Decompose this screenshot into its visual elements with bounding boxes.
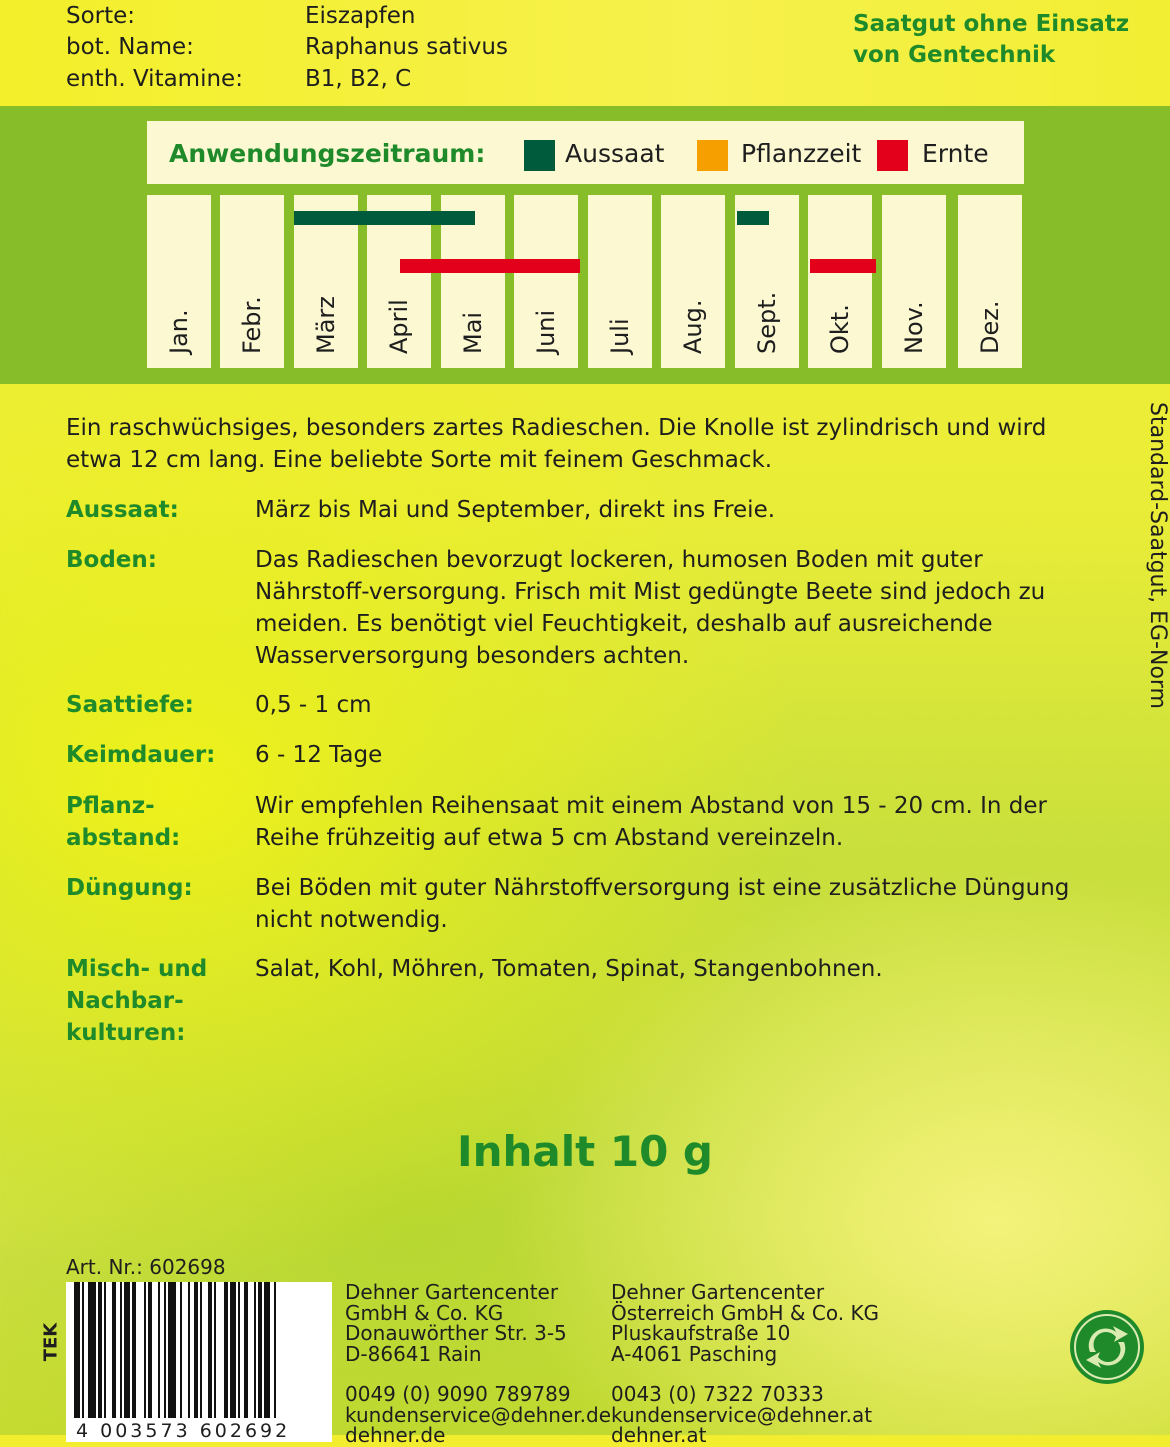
field-label-aussaat: Aussaat: bbox=[66, 497, 179, 523]
address-germany bbox=[345, 1282, 611, 1446]
tek-logo bbox=[36, 1282, 66, 1402]
email-link[interactable]: kundenservice@dehner.de bbox=[345, 1402, 612, 1427]
barcode bbox=[66, 1282, 332, 1442]
barcode-bar bbox=[112, 1282, 116, 1418]
net-content: Inhalt 10 g bbox=[457, 1127, 713, 1176]
month-label: Aug. bbox=[679, 299, 707, 354]
barcode-bar bbox=[180, 1282, 182, 1418]
calendar-legend bbox=[147, 121, 1024, 184]
gmo-free-line2: von Gentechnik bbox=[853, 42, 1056, 68]
harvest-bar-october bbox=[810, 259, 876, 273]
field-value-pflanzabstand: Wir empfehlen Reihensaat mit einem Abstand von 15 - 20 cm. In der Reihe frühzeitig auf etwa 5 cm Abstand vereinzeln. bbox=[255, 793, 1048, 851]
barcode-bar bbox=[164, 1282, 166, 1418]
barcode-bar bbox=[144, 1282, 146, 1418]
harvest-bar-spring bbox=[400, 259, 580, 273]
barcode-bars bbox=[66, 1282, 332, 1442]
field-value-keimdauer: 6 - 12 Tage bbox=[255, 742, 383, 768]
article-number: Art. Nr.: 602698 bbox=[66, 1255, 226, 1279]
address-line: GmbH & Co. KG bbox=[345, 1300, 504, 1325]
barcode-bar bbox=[98, 1282, 102, 1418]
sowing-swatch bbox=[524, 140, 555, 171]
month-label: Juni bbox=[532, 309, 560, 354]
month-column-feb bbox=[220, 195, 284, 368]
email-link[interactable]: kundenservice@dehner.at bbox=[611, 1402, 873, 1427]
barcode-bar bbox=[254, 1282, 256, 1418]
barcode-bar bbox=[82, 1282, 84, 1418]
info-value: Raphanus sativus bbox=[305, 34, 508, 60]
sowing-bar-september bbox=[737, 211, 769, 225]
month-column-jun bbox=[514, 195, 578, 368]
barcode-bar bbox=[208, 1282, 212, 1418]
legend-sowing: Aussaat bbox=[565, 139, 665, 168]
barcode-bar bbox=[120, 1282, 122, 1418]
barcode-bar bbox=[200, 1282, 202, 1418]
month-column-aug bbox=[661, 195, 725, 368]
planting-swatch bbox=[697, 140, 728, 171]
legend-harvest: Ernte bbox=[922, 139, 989, 168]
info-value: B1, B2, C bbox=[305, 66, 412, 92]
field-label-duengung: Düngung: bbox=[66, 875, 193, 901]
address-line: A-4061 Pasching bbox=[611, 1341, 778, 1366]
info-value: Eiszapfen bbox=[305, 3, 416, 29]
calendar-title: Anwendungszeitraum: bbox=[169, 139, 486, 168]
tek-logo-text: TEK bbox=[40, 1322, 62, 1362]
barcode-bar bbox=[194, 1282, 198, 1418]
address-line: D-86641 Rain bbox=[345, 1341, 482, 1366]
barcode-bar bbox=[238, 1282, 240, 1418]
month-label: Jan. bbox=[165, 309, 193, 354]
barcode-bar bbox=[274, 1282, 276, 1418]
info-label: bot. Name: bbox=[66, 34, 194, 60]
sowing-bar-spring bbox=[294, 211, 475, 225]
field-value-saattiefe: 0,5 - 1 cm bbox=[255, 692, 372, 718]
info-label: enth. Vitamine: bbox=[66, 66, 243, 92]
month-label: Febr. bbox=[238, 296, 266, 354]
phone-number: 0049 (0) 9090 789789 bbox=[345, 1382, 571, 1406]
field-value-duengung: Bei Böden mit guter Nährstoffversorgung ist eine zusätzliche Düngung nicht notwendig. bbox=[255, 875, 1070, 933]
month-column-jan bbox=[147, 195, 211, 368]
phone-number: 0043 (0) 7322 70333 bbox=[611, 1382, 824, 1406]
variety-description: Ein raschwüchsiges, besonders zartes Radieschen. Die Knolle ist zylindrisch und wird etwa 12 cm lang. Eine beliebte Sorte mit feinem Geschmack. bbox=[66, 415, 1047, 473]
month-column-nov bbox=[882, 195, 946, 368]
gruener-punkt-icon bbox=[1068, 1308, 1146, 1386]
month-label: März bbox=[312, 296, 340, 354]
info-label: Sorte: bbox=[66, 3, 136, 29]
month-label: Dez. bbox=[976, 300, 1004, 354]
website-link[interactable]: dehner.at bbox=[611, 1423, 707, 1447]
barcode-bar bbox=[148, 1282, 152, 1418]
gmo-free-line1: Saatgut ohne Einsatz bbox=[853, 11, 1130, 37]
barcode-bar bbox=[124, 1282, 130, 1418]
barcode-bar bbox=[214, 1282, 216, 1418]
address-line: Dehner Gartencenter bbox=[345, 1280, 559, 1304]
address-line: Österreich GmbH & Co. KG bbox=[611, 1300, 880, 1325]
address-austria bbox=[611, 1282, 879, 1446]
field-value-aussaat: März bis Mai und September, direkt ins Freie. bbox=[255, 497, 776, 523]
barcode-bar bbox=[104, 1282, 106, 1418]
barcode-bar bbox=[88, 1282, 96, 1418]
harvest-swatch bbox=[877, 140, 908, 171]
month-column-dec bbox=[958, 195, 1022, 368]
month-label: April bbox=[385, 299, 413, 354]
address-line: Donauwörther Str. 3-5 bbox=[345, 1321, 567, 1345]
address-line: Dehner Gartencenter bbox=[611, 1280, 825, 1304]
barcode-bar bbox=[74, 1282, 80, 1418]
field-label-saattiefe: Saattiefe: bbox=[66, 692, 194, 718]
barcode-bar bbox=[258, 1282, 262, 1418]
barcode-bar bbox=[168, 1282, 176, 1418]
field-label-mischkultur: Misch- und Nachbar- kulturen: bbox=[66, 956, 208, 1046]
seed-standard-note: Standard-Saatgut, EG-Norm bbox=[1145, 402, 1170, 709]
legend-planting: Pflanzzeit bbox=[741, 139, 862, 168]
month-label: Okt. bbox=[826, 304, 854, 354]
barcode-bar bbox=[224, 1282, 228, 1418]
barcode-digits: 4 003573 602692 bbox=[76, 1420, 291, 1442]
address-line: Pluskaufstraße 10 bbox=[611, 1321, 791, 1345]
barcode-bar bbox=[132, 1282, 136, 1418]
field-value-boden: Das Radieschen bevorzugt lockeren, humosen Boden mit guter Nährstoff-versorgung. Frisch mit Mist gedüngte Beete sind jedoch zu meiden. Es benötigt viel Feuchtigkeit, deshalb auf ausreichende Wasserversorgung besonders achten. bbox=[255, 547, 1046, 669]
barcode-bar bbox=[188, 1282, 190, 1418]
month-label: Nov. bbox=[900, 301, 928, 354]
field-label-keimdauer: Keimdauer: bbox=[66, 742, 216, 768]
month-column-jul bbox=[588, 195, 652, 368]
month-label: Mai bbox=[459, 311, 487, 354]
barcode-bar bbox=[158, 1282, 160, 1418]
month-label: Sept. bbox=[753, 291, 781, 354]
barcode-bar bbox=[244, 1282, 248, 1418]
month-label: Juli bbox=[606, 318, 634, 354]
website-link[interactable]: dehner.de bbox=[345, 1423, 446, 1447]
barcode-bar bbox=[230, 1282, 236, 1418]
field-label-boden: Boden: bbox=[66, 547, 157, 573]
field-value-mischkultur: Salat, Kohl, Möhren, Tomaten, Spinat, Stangenbohnen. bbox=[255, 956, 883, 982]
field-label-pflanzabstand: Pflanz- abstand: bbox=[66, 793, 181, 851]
month-column-oct bbox=[808, 195, 872, 368]
barcode-bar bbox=[264, 1282, 270, 1418]
